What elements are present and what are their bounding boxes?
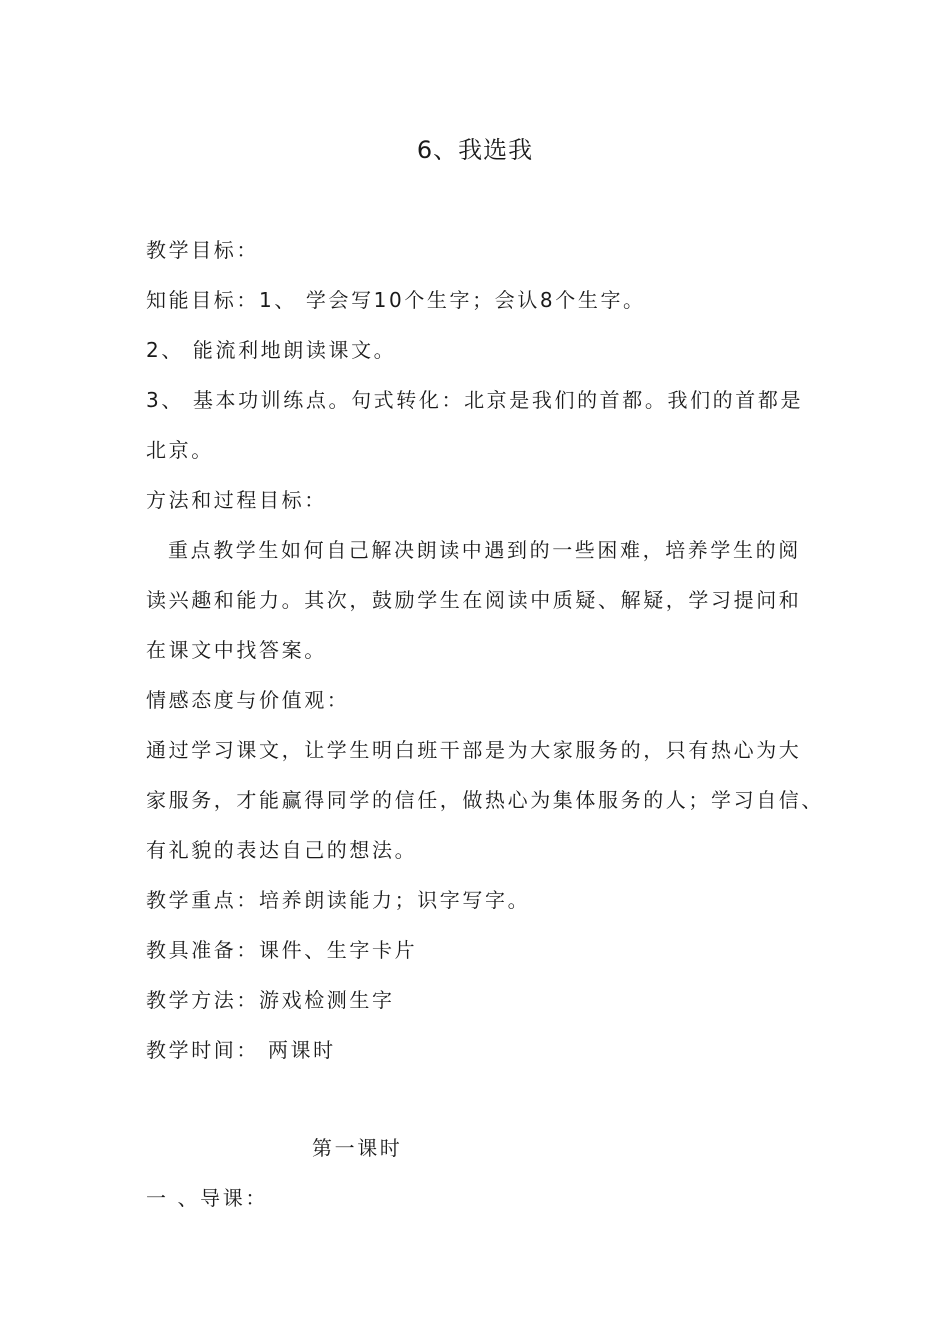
emotion-values-text-1: 通过学习课文，让学生明白班干部是为大家服务的，只有热心为大	[146, 738, 802, 762]
teaching-aids: 教具准备：课件、生字卡片	[146, 938, 418, 962]
method-process-text-3: 在课文中找答案。	[146, 638, 327, 662]
knowledge-objective-2: 2、 能流利地朗读课文。	[146, 338, 397, 362]
teaching-objectives-heading: 教学目标：	[146, 238, 259, 262]
knowledge-objective-1: 知能目标：1、 学会写10个生字；会认8个生字。	[146, 288, 646, 312]
teaching-method: 教学方法：游戏检测生字	[146, 988, 395, 1012]
method-process-text-1: 重点教学生如何自己解决朗读中遇到的一些困难，培养学生的阅	[168, 538, 801, 562]
teaching-time: 教学时间： 两课时	[146, 1038, 336, 1062]
emotion-values-text-3: 有礼貌的表达自己的想法。	[146, 838, 418, 862]
method-process-text-2: 读兴趣和能力。其次，鼓励学生在阅读中质疑、解疑，学习提问和	[146, 588, 802, 612]
knowledge-objective-3-cont: 北京。	[146, 438, 214, 462]
lesson-heading: 第一课时	[312, 1136, 403, 1160]
section-heading-intro: 一 、导课：	[146, 1186, 268, 1210]
method-process-heading: 方法和过程目标：	[146, 488, 327, 512]
knowledge-objective-3: 3、 基本功训练点。句式转化：北京是我们的首都。我们的首都是	[146, 388, 804, 412]
spacer	[146, 1083, 826, 1131]
document-body	[146, 233, 826, 1231]
emotion-values-text-2: 家服务，才能赢得同学的信任，做热心为集体服务的人；学习自信、	[146, 788, 824, 812]
document-title: 6、我选我	[416, 136, 534, 164]
emotion-values-heading: 情感态度与价值观：	[146, 688, 350, 712]
teaching-focus: 教学重点：培养朗读能力；识字写字。	[146, 888, 531, 912]
